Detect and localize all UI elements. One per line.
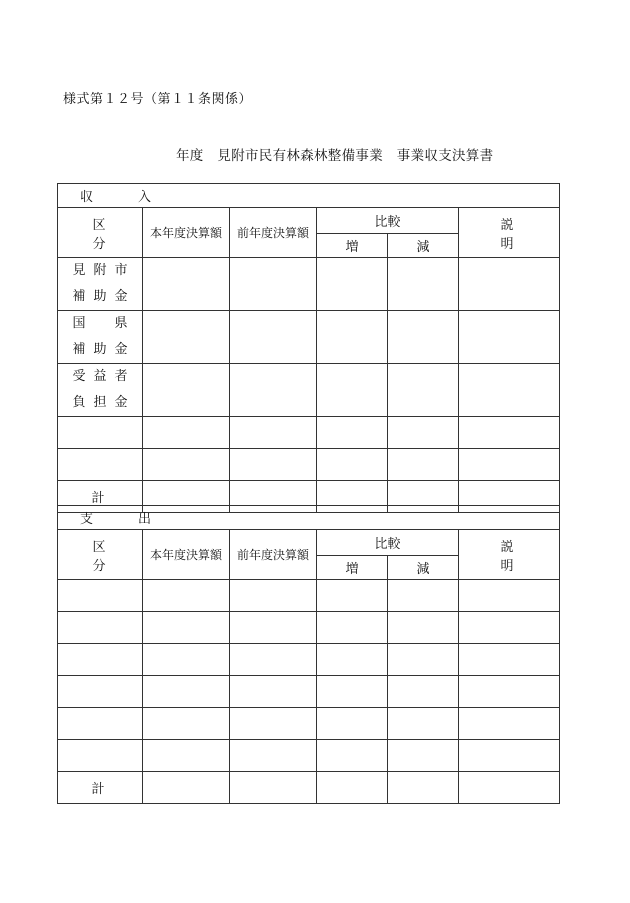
previous-year-header: 前年度決算額 — [230, 530, 317, 580]
previous-year-cell[interactable] — [230, 772, 317, 804]
decrease-header: 減 — [388, 556, 459, 580]
document-title: 年度 見附市民有林森林整備事業 事業収支決算書 — [176, 148, 494, 164]
previous-year-cell[interactable] — [230, 364, 317, 417]
decrease-cell[interactable] — [388, 258, 459, 311]
previous-year-cell[interactable] — [230, 612, 317, 644]
category-cell[interactable] — [58, 417, 143, 449]
previous-year-header: 前年度決算額 — [230, 208, 317, 258]
category-cell[interactable] — [58, 449, 143, 481]
table-row — [58, 417, 560, 449]
expenditure-table — [57, 505, 587, 804]
explanation-cell[interactable] — [459, 676, 560, 708]
table-row — [58, 311, 560, 364]
explanation-cell[interactable] — [459, 612, 560, 644]
current-year-cell[interactable] — [143, 417, 230, 449]
table-row — [58, 612, 560, 644]
decrease-cell[interactable] — [388, 644, 459, 676]
income-section-label: 収 入 — [58, 184, 560, 208]
table-row — [58, 449, 560, 481]
table-row — [58, 676, 560, 708]
previous-year-cell[interactable] — [230, 676, 317, 708]
previous-year-cell[interactable] — [230, 740, 317, 772]
increase-cell[interactable] — [317, 417, 388, 449]
comparison-header: 比較 — [317, 208, 459, 234]
decrease-cell[interactable] — [388, 612, 459, 644]
decrease-cell[interactable] — [388, 740, 459, 772]
explanation-cell[interactable] — [459, 417, 560, 449]
increase-cell[interactable] — [317, 258, 388, 311]
category-line: 補助金 — [72, 289, 136, 304]
table-row — [58, 644, 560, 676]
category-line: 負担金 — [72, 395, 136, 410]
explanation-header: 説 明 — [459, 530, 560, 580]
increase-cell[interactable] — [317, 676, 388, 708]
previous-year-cell[interactable] — [230, 644, 317, 676]
increase-cell[interactable] — [317, 740, 388, 772]
income-total-label: 計 — [58, 481, 143, 513]
decrease-header: 減 — [388, 234, 459, 258]
table-row — [58, 580, 560, 612]
previous-year-cell[interactable] — [230, 708, 317, 740]
explanation-cell[interactable] — [459, 708, 560, 740]
decrease-cell[interactable] — [388, 708, 459, 740]
table-row — [58, 258, 560, 311]
previous-year-cell[interactable] — [230, 258, 317, 311]
category-line: 受益者 — [72, 369, 136, 384]
table-row — [58, 708, 560, 740]
explanation-cell[interactable] — [459, 311, 560, 364]
increase-cell[interactable] — [317, 311, 388, 364]
category-line: 補助金 — [72, 342, 136, 357]
category-header: 区 分 — [58, 208, 143, 258]
form-number: 様式第１２号（第１１条関係） — [63, 92, 253, 107]
increase-cell[interactable] — [317, 644, 388, 676]
category-cell[interactable] — [58, 676, 143, 708]
increase-cell[interactable] — [317, 612, 388, 644]
table-row — [58, 364, 560, 417]
explanation-cell[interactable] — [459, 364, 560, 417]
increase-header: 増 — [317, 556, 388, 580]
explanation-cell[interactable] — [459, 258, 560, 311]
category-line: 見附市 — [72, 263, 136, 278]
category-cell — [58, 258, 143, 311]
explanation-cell[interactable] — [459, 580, 560, 612]
previous-year-cell[interactable] — [230, 311, 317, 364]
previous-year-cell[interactable] — [230, 580, 317, 612]
category-cell[interactable] — [58, 740, 143, 772]
current-year-cell[interactable] — [143, 258, 230, 311]
category-cell[interactable] — [58, 612, 143, 644]
decrease-cell[interactable] — [388, 449, 459, 481]
current-year-cell[interactable] — [143, 612, 230, 644]
increase-header: 増 — [317, 234, 388, 258]
decrease-cell[interactable] — [388, 417, 459, 449]
current-year-header: 本年度決算額 — [143, 208, 230, 258]
category-cell[interactable] — [58, 644, 143, 676]
increase-cell[interactable] — [317, 708, 388, 740]
current-year-cell[interactable] — [143, 364, 230, 417]
current-year-cell[interactable] — [143, 708, 230, 740]
current-year-cell[interactable] — [143, 644, 230, 676]
current-year-cell[interactable] — [143, 311, 230, 364]
explanation-cell[interactable] — [459, 644, 560, 676]
comparison-header: 比較 — [317, 530, 459, 556]
explanation-header: 説 明 — [459, 208, 560, 258]
current-year-cell[interactable] — [143, 580, 230, 612]
decrease-cell[interactable] — [388, 772, 459, 804]
expenditure-total-row — [58, 772, 560, 804]
decrease-cell[interactable] — [388, 676, 459, 708]
explanation-cell[interactable] — [459, 740, 560, 772]
decrease-cell[interactable] — [388, 580, 459, 612]
previous-year-cell[interactable] — [230, 417, 317, 449]
category-cell[interactable] — [58, 708, 143, 740]
current-year-header: 本年度決算額 — [143, 530, 230, 580]
current-year-cell[interactable] — [143, 740, 230, 772]
increase-cell[interactable] — [317, 449, 388, 481]
explanation-cell[interactable] — [459, 772, 560, 804]
increase-cell[interactable] — [317, 364, 388, 417]
current-year-cell[interactable] — [143, 449, 230, 481]
income-table — [57, 183, 587, 513]
previous-year-cell[interactable] — [230, 449, 317, 481]
current-year-cell[interactable] — [143, 772, 230, 804]
category-cell[interactable] — [58, 580, 143, 612]
expenditure-section-label: 支 出 — [58, 506, 560, 530]
table-row — [58, 740, 560, 772]
category-cell — [58, 364, 143, 417]
category-header: 区 分 — [58, 530, 143, 580]
explanation-cell[interactable] — [459, 449, 560, 481]
decrease-cell[interactable] — [388, 364, 459, 417]
decrease-cell[interactable] — [388, 311, 459, 364]
current-year-cell[interactable] — [143, 676, 230, 708]
increase-cell[interactable] — [317, 772, 388, 804]
category-cell — [58, 311, 143, 364]
category-line: 国 県 — [72, 316, 136, 331]
expenditure-total-label: 計 — [58, 772, 143, 804]
increase-cell[interactable] — [317, 580, 388, 612]
